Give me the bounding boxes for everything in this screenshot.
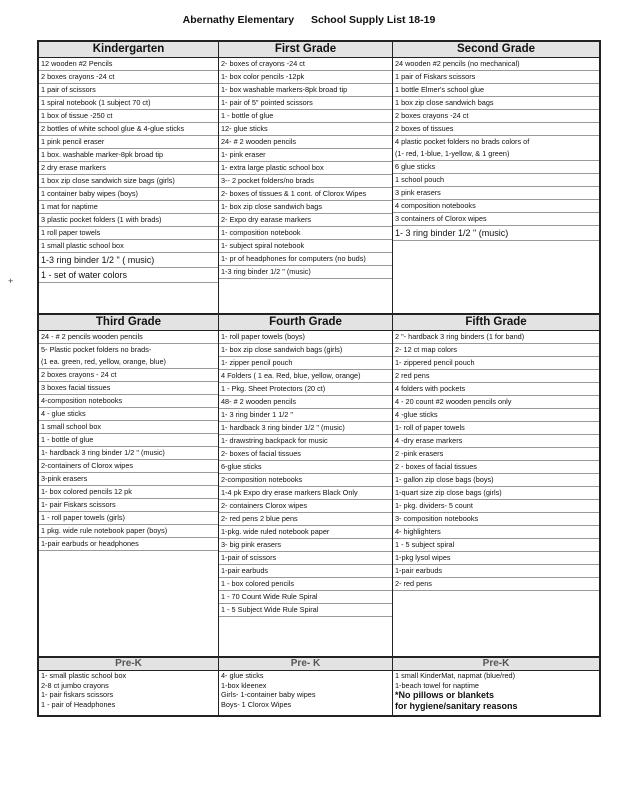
second-grade-section <box>392 42 599 313</box>
fourth-grade-item: 1- box zip close sandwich bags (girls) <box>219 344 392 357</box>
third-grade-item: 1 - roll paper towels (girls) <box>39 512 218 525</box>
fourth-grade-item: 1- hardback 3 ring binder 1/2 " (music) <box>219 422 392 435</box>
prek-item: 1 small KinderMat, napmat (blue/red) <box>395 671 516 680</box>
third-grade-item: 1-pair earbuds or headphones <box>39 538 218 551</box>
kindergarten-item: 1-3 ring binder 1/2 " ( music) <box>39 253 218 268</box>
third-grade-item: 1 small school box <box>39 421 218 434</box>
third-grade-item: 1- box colored pencils 12 pk <box>39 486 218 499</box>
fifth-grade-item: 4- highlighters <box>393 526 599 539</box>
first-grade-item: 1- pink eraser <box>219 149 392 162</box>
prek-item: 1- small plastic school box <box>41 671 127 680</box>
fifth-grade-item: 4 -dry erase markers <box>393 435 599 448</box>
third-grade-item: 4 - glue sticks <box>39 408 218 421</box>
fifth-grade-item: 2 red pens <box>393 370 599 383</box>
prek-item: 1- pair fiskars scissors <box>41 690 114 699</box>
third-grade-item: (1 ea. green, red, yellow, orange, blue) <box>39 356 218 369</box>
fourth-grade-item: 1 - Pkg. Sheet Protectors (20 ct) <box>219 383 392 396</box>
fourth-grade-item: 1- drawstring backpack for music <box>219 435 392 448</box>
prek-list-3 <box>393 671 599 711</box>
first-grade-list <box>219 58 392 279</box>
first-grade-item: 12- glue sticks <box>219 123 392 136</box>
third-grade-item: 1 - bottle of glue <box>39 434 218 447</box>
fifth-grade-section <box>392 313 599 656</box>
first-grade-item: 1- pair of 5" pointed scissors <box>219 97 392 110</box>
fifth-grade-item: 4 folders with pockets <box>393 383 599 396</box>
second-grade-item: 3 containers of Clorox wipes <box>393 213 599 226</box>
kindergarten-heading: Kindergarten <box>39 42 218 58</box>
second-grade-item: 3 pink erasers <box>393 187 599 200</box>
second-grade-heading: Second Grade <box>393 42 599 58</box>
prek-heading-2: Pre- K <box>219 658 392 671</box>
first-grade-item: 1- box zip close sandwich bags <box>219 201 392 214</box>
third-grade-item: 1 pkg. wide rule notebook paper (boys) <box>39 525 218 538</box>
prek-item: 1-beach towel for naptime <box>395 680 479 690</box>
fourth-grade-item: 2- boxes of facial tissues <box>219 448 392 461</box>
first-grade-item: 2- boxes of crayons -24 ct <box>219 58 392 71</box>
prek-item: 1 - pair of Headphones <box>41 699 116 709</box>
fourth-grade-list <box>219 331 392 617</box>
fourth-grade-item: 2- containers Clorox wipes <box>219 500 392 513</box>
fifth-grade-item: 2 - boxes of facial tissues <box>393 461 599 474</box>
second-grade-item: 1 school pouch <box>393 174 599 187</box>
fifth-grade-heading: Fifth Grade <box>393 315 599 331</box>
fourth-grade-heading: Fourth Grade <box>219 315 392 331</box>
second-grade-item: 1 pair of Fiskars scissors <box>393 71 599 84</box>
prek-item: Girls- 1-container baby wipes <box>221 690 316 699</box>
first-grade-item: 1- subject spiral notebook <box>219 240 392 253</box>
fifth-grade-item: 1- roll of paper towels <box>393 422 599 435</box>
second-grade-item: 1 bottle Elmer's school glue <box>393 84 599 97</box>
second-grade-item: (1- red, 1-blue, 1-yellow, & 1 green) <box>393 148 599 161</box>
school-name: Abernathy Elementary <box>182 14 295 26</box>
kindergarten-item: 1 box zip close sandwich size bags (girls) <box>39 175 218 188</box>
first-grade-item: 1-3 ring binder 1/2 " (music) <box>219 266 392 279</box>
fourth-grade-item: 4 Folders ( 1 ea. Red, blue, yellow, orange) <box>219 370 392 383</box>
fifth-grade-item: 4 - 20 count #2 wooden pencils only <box>393 396 599 409</box>
fourth-grade-item: 1-pair of scissors <box>219 552 392 565</box>
kindergarten-section <box>39 42 218 313</box>
first-grade-item: 1- composition notebook <box>219 227 392 240</box>
prek-item: 4- glue sticks <box>221 671 264 680</box>
prek-section-2 <box>218 656 392 715</box>
kindergarten-item: 1 container baby wipes (boys) <box>39 188 218 201</box>
kindergarten-item: 1 - set of water colors <box>39 268 218 283</box>
kindergarten-item: 3 plastic pocket folders (1 with brads) <box>39 214 218 227</box>
supply-grid <box>37 40 601 717</box>
second-grade-item: 6 glue sticks <box>393 161 599 174</box>
second-grade-item: 4 plastic pocket folders no brads colors of <box>395 137 530 146</box>
third-grade-item: 4-composition notebooks <box>39 395 218 408</box>
fifth-grade-item: 1-pair earbuds <box>393 565 599 578</box>
prek-item: 2-8 ct jumbo crayons <box>41 680 109 690</box>
fifth-grade-item: 4 -glue sticks <box>393 409 599 422</box>
first-grade-section <box>218 42 392 313</box>
prek-section-1 <box>39 656 218 715</box>
fifth-grade-item: 2- 12 ct map colors <box>393 344 599 357</box>
third-grade-item: 5- Plastic pocket folders no brads- <box>41 345 152 354</box>
third-grade-item: 2 boxes crayons - 24 ct <box>39 369 218 382</box>
third-grade-item: 24 - # 2 pencils wooden pencils <box>39 331 218 344</box>
fourth-grade-item: 3- big pink erasers <box>219 539 392 552</box>
fifth-grade-item: 1-pkg lysol wipes <box>393 552 599 565</box>
prek-list-1 <box>39 671 218 709</box>
fourth-grade-item: 1- zipper pencil pouch <box>219 357 392 370</box>
second-grade-item: 1 box zip close sandwich bags <box>393 97 599 110</box>
prek-section-3 <box>392 656 599 715</box>
third-grade-item: 2-containers of Clorox wipes <box>39 460 218 473</box>
kindergarten-item: 12 wooden #2 Pencils <box>39 58 218 71</box>
third-grade-list <box>39 331 218 551</box>
fourth-grade-item: 6-glue sticks <box>219 461 392 474</box>
prek-item: *No pillows or blankets <box>395 690 495 700</box>
margin-mark: + <box>8 276 14 286</box>
first-grade-item: 24- # 2 wooden pencils <box>219 136 392 149</box>
third-grade-item: 1- hardback 3 ring binder 1/2 " (music) <box>39 447 218 460</box>
first-grade-item: 2- boxes of tissues & 1 cont. of Clorox Wipes <box>219 188 392 201</box>
second-grade-item: 2 boxes of tissues <box>393 123 599 136</box>
page-title <box>0 14 618 26</box>
kindergarten-item: 1 spiral notebook (1 subject 70 ct) <box>39 97 218 110</box>
fifth-grade-list <box>393 331 599 591</box>
fourth-grade-item: 2-composition notebooks <box>219 474 392 487</box>
second-grade-item: 1- 3 ring binder 1/2 " (music) <box>393 226 599 241</box>
prek-item: 1-box kleenex <box>221 680 267 690</box>
third-grade-item: 1- pair Fiskars scissors <box>39 499 218 512</box>
fourth-grade-section <box>218 313 392 656</box>
first-grade-heading: First Grade <box>219 42 392 58</box>
fifth-grade-item: 3- composition notebooks <box>393 513 599 526</box>
kindergarten-item: 1 roll paper towels <box>39 227 218 240</box>
list-title: School Supply List 18-19 <box>311 14 436 26</box>
fourth-grade-item: 1 - 5 Subject Wide Rule Spiral <box>219 604 392 617</box>
second-grade-item: 2 boxes crayons -24 ct <box>393 110 599 123</box>
fifth-grade-item: 1 - 5 subject spiral <box>393 539 599 552</box>
prek-heading-1: Pre-K <box>39 658 218 671</box>
fourth-grade-item: 1- roll paper towels (boys) <box>219 331 392 344</box>
fourth-grade-item: 1 - box colored pencils <box>219 578 392 591</box>
kindergarten-item: 2 dry erase markers <box>39 162 218 175</box>
fourth-grade-item: 48- # 2 wooden pencils <box>219 396 392 409</box>
kindergarten-item: 2 bottles of white school glue & 4-glue sticks <box>39 123 218 136</box>
kindergarten-item: 1 mat for naptime <box>39 201 218 214</box>
first-grade-item: 1- pr of headphones for computers (no buds) <box>219 253 392 266</box>
second-grade-item: 4 composition notebooks <box>393 200 599 213</box>
fifth-grade-item: 1- zippered pencil pouch <box>393 357 599 370</box>
kindergarten-item: 2 boxes crayons -24 ct <box>39 71 218 84</box>
first-grade-item: 1- box color pencils -12pk <box>219 71 392 84</box>
third-grade-item: 3 boxes facial tissues <box>39 382 218 395</box>
fifth-grade-item: 1- gallon zip close bags (boys) <box>393 474 599 487</box>
kindergarten-list <box>39 58 218 283</box>
fifth-grade-item: 1-quart size zip close bags (girls) <box>393 487 599 500</box>
kindergarten-item: 1 box. washable marker-8pk broad tip <box>39 149 218 162</box>
fourth-grade-item: 1 - 70 Count Wide Rule Spiral <box>219 591 392 604</box>
fourth-grade-item: 1-pair earbuds <box>219 565 392 578</box>
first-grade-item: 2- Expo dry earase markers <box>219 214 392 227</box>
third-grade-section <box>39 313 218 656</box>
fourth-grade-item: 1-4 pk Expo dry erase markers Black Only <box>219 487 392 500</box>
first-grade-item: 1- extra large plastic school box <box>219 162 392 175</box>
second-grade-item: 24 wooden #2 pencils (no mechanical) <box>393 58 599 71</box>
fourth-grade-item: 1-pkg. wide ruled notebook paper <box>219 526 392 539</box>
fifth-grade-item: 2 -pink erasers <box>393 448 599 461</box>
fifth-grade-item: 2 "- hardback 3 ring binders (1 for band) <box>393 331 599 344</box>
prek-heading-3: Pre-K <box>393 658 599 671</box>
kindergarten-item: 1 small plastic school box <box>39 240 218 253</box>
prek-item: Boys- 1 Clorox Wipes <box>221 699 292 709</box>
kindergarten-item: 1 box of tissue -250 ct <box>39 110 218 123</box>
first-grade-item: 3-- 2 pocket folders/no brads <box>219 175 392 188</box>
fifth-grade-item: 1- pkg. dividers- 5 count <box>393 500 599 513</box>
fourth-grade-item: 2- red pens 2 blue pens <box>219 513 392 526</box>
first-grade-item: 1 - bottle of glue <box>219 110 392 123</box>
kindergarten-item: 1 pink pencil eraser <box>39 136 218 149</box>
first-grade-item: 1- box washable markers-8pk broad tip <box>219 84 392 97</box>
second-grade-list <box>393 58 599 241</box>
third-grade-heading: Third Grade <box>39 315 218 331</box>
third-grade-item: 3-pink erasers <box>39 473 218 486</box>
fifth-grade-item: 2- red pens <box>393 578 599 591</box>
kindergarten-item: 1 pair of scissors <box>39 84 218 97</box>
fourth-grade-item: 1- 3 ring binder 1 1/2 " <box>219 409 392 422</box>
prek-item: for hygiene/sanitary reasons <box>395 700 518 711</box>
prek-list-2 <box>219 671 392 709</box>
